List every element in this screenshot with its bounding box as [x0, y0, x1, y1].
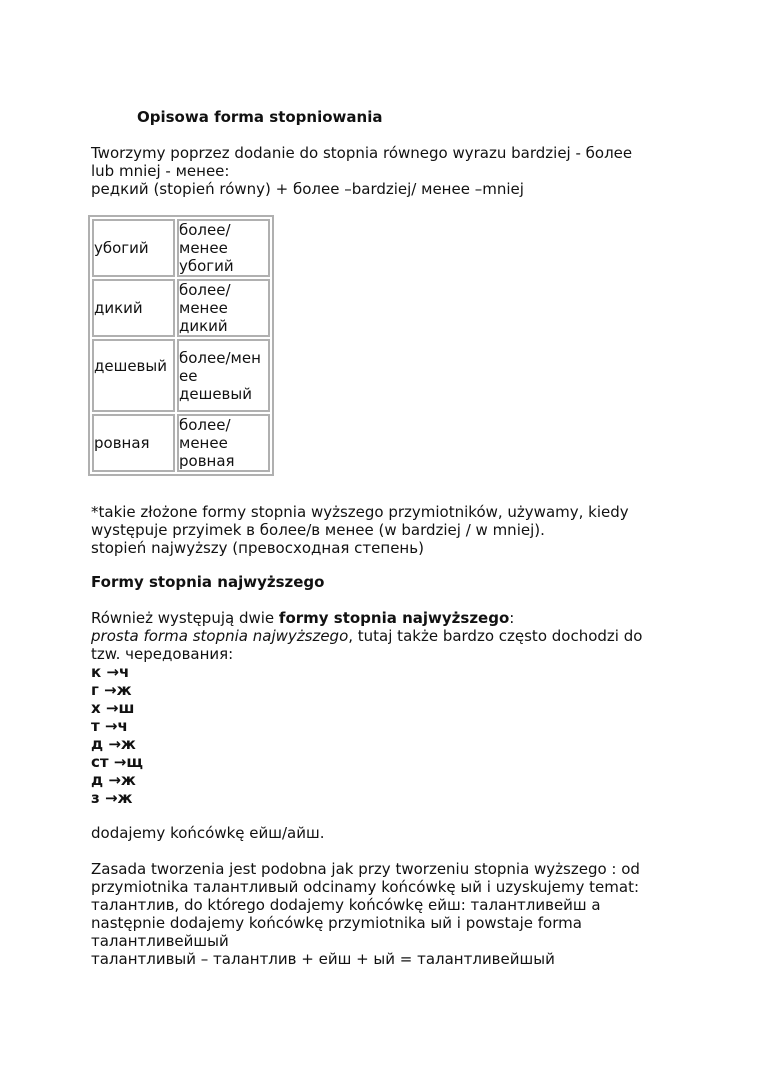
alternation-item: д →ж: [91, 771, 136, 789]
p2-line: tzw. чередования:: [91, 645, 234, 663]
rule-line: Zasada tworzenia jest podobna jak przy tworzeniu stopnia wyższego : od: [91, 860, 640, 878]
table-cell-base: ровная: [92, 414, 175, 472]
table-cell-forms: более/менее дикий: [177, 279, 270, 337]
alternation-item: к →ч: [91, 663, 130, 681]
page-title: Opisowa forma stopniowania: [137, 108, 383, 126]
intro-line: Tworzymy poprzez dodanie do stopnia równego wyrazu bardziej - более: [91, 144, 633, 162]
table-cell-forms: более/менее убогий: [177, 219, 270, 277]
table-cell-forms: более/менее ровная: [177, 414, 270, 472]
table-cell-base: дикий: [92, 279, 175, 337]
section-heading: Formy stopnia najwyższego: [91, 573, 325, 591]
rule-line: przymiotnika талантливый odcinamy końcówkę ый i uzyskujemy temat:: [91, 878, 640, 896]
rule-line: następnie dodajemy końcówkę przymiotnika ый i powstaje forma: [91, 914, 582, 932]
note-paragraph: [91, 503, 681, 557]
note-line: stopień najwyższy (превосходная степень): [91, 539, 424, 557]
intro-line: редкий (stopień równy) + более –bardziej/ менее –mniej: [91, 180, 524, 198]
table-cell-forms: [177, 339, 270, 412]
table-cell-base: дешевый: [92, 339, 175, 412]
alternation-item: д →ж: [91, 735, 136, 753]
text: , tutaj także bardzo często dochodzi do: [348, 627, 643, 645]
p2-line: [91, 609, 681, 627]
rule-line: талантлив, do którego dodajemy końcówkę ейш: талантливейш a: [91, 896, 601, 914]
table-row: [92, 339, 270, 412]
alternation-item: т →ч: [91, 717, 128, 735]
italic-text: prosta forma stopnia najwyższego: [91, 627, 349, 645]
text: :: [509, 609, 515, 627]
intro-line: lub mniej - менее:: [91, 162, 230, 180]
table-row: [92, 414, 270, 472]
ending-paragraph: dodajemy końcówkę ейш/айш.: [91, 824, 325, 842]
table-row: [92, 279, 270, 337]
forms-part: более/мен ее: [179, 348, 261, 385]
comparison-table: [88, 215, 274, 476]
rule-line: талантливый – талантлив + ейш + ый = талантливейшый: [91, 950, 555, 968]
intro-paragraph: [91, 144, 681, 198]
alternation-item: х →ш: [91, 699, 135, 717]
alternation-item: ст →щ: [91, 753, 143, 771]
p2-line: [91, 627, 681, 645]
alternation-item: з →ж: [91, 789, 133, 807]
rule-line: талантливейшый: [91, 932, 229, 950]
bold-text: formy stopnia najwyższego: [278, 609, 510, 627]
text: Również występują dwie: [91, 609, 279, 627]
forms-word: дешевый: [179, 384, 252, 403]
alternation-item: г →ж: [91, 681, 132, 699]
table-row: [92, 219, 270, 277]
note-line: *takie złożone formy stopnia wyższego przymiotników, używamy, kiedy: [91, 503, 629, 521]
table-cell-base: убогий: [92, 219, 175, 277]
note-line: występuje przyimek в более/в менее (w bardziej / w mniej).: [91, 521, 545, 539]
superlative-paragraph: [91, 609, 681, 807]
rule-paragraph: [91, 860, 681, 968]
